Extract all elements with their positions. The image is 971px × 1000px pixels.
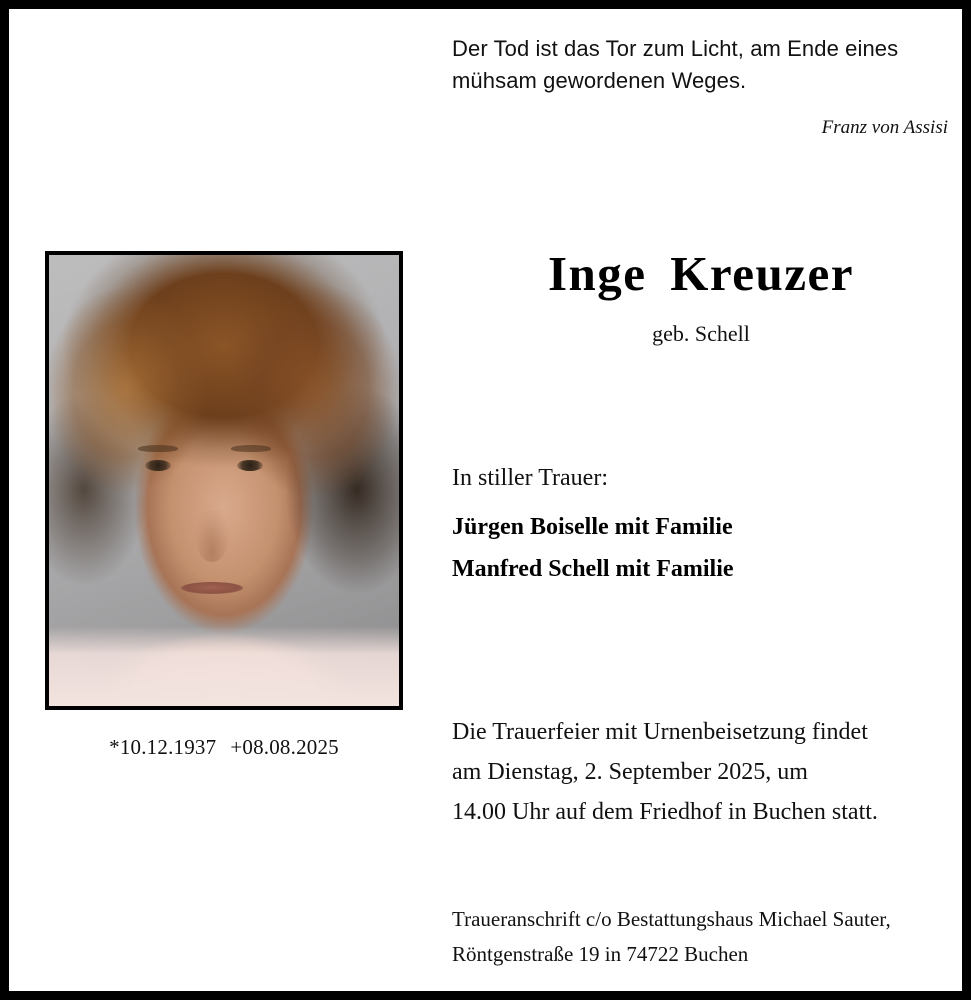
ceremony-block: [452, 716, 952, 836]
address-line-2: Röntgenstraße 19 in 74722 Buchen: [452, 942, 749, 967]
quote-line-2: mühsam gewordenen Weges.: [452, 67, 747, 93]
mourning-block: [452, 465, 950, 598]
address-line-1: Traueranschrift c/o Bestattungshaus Michael Sauter,: [452, 907, 891, 931]
portrait-photo: [49, 255, 399, 706]
life-dates: [45, 735, 403, 760]
quote-block: [452, 33, 950, 139]
mourner-item: Manfred Schell mit Familie: [452, 556, 734, 582]
maiden-name: geb. Schell: [652, 321, 750, 346]
birth-date: *10.12.1937: [109, 735, 217, 759]
portrait-brow-right: [231, 445, 271, 452]
mourner-item: Jürgen Boiselle mit Familie: [452, 514, 733, 540]
portrait-brow-left: [138, 445, 178, 452]
portrait-frame: [45, 251, 403, 710]
mourning-lead: In stiller Trauer:: [452, 465, 608, 491]
address-block: [452, 904, 952, 975]
ceremony-line-3: 14.00 Uhr auf dem Friedhof in Buchen statt.: [452, 799, 878, 826]
portrait-nose: [195, 510, 229, 562]
death-date: +08.08.2025: [230, 735, 339, 759]
quote-line-1: Der Tod ist das Tor zum Licht, am Ende eines: [452, 36, 899, 61]
portrait-collar: [49, 626, 399, 706]
quote-author: Franz von Assisi: [821, 116, 948, 138]
deceased-name: Inge Kreuzer: [547, 246, 855, 301]
ceremony-line-1: Die Trauerfeier mit Urnenbeisetzung findet: [452, 719, 868, 745]
portrait-eye-right: [237, 460, 263, 471]
portrait-eye-left: [145, 460, 171, 471]
portrait-mouth: [181, 582, 243, 594]
ceremony-line-2: am Dienstag, 2. September 2025, um: [452, 759, 808, 786]
